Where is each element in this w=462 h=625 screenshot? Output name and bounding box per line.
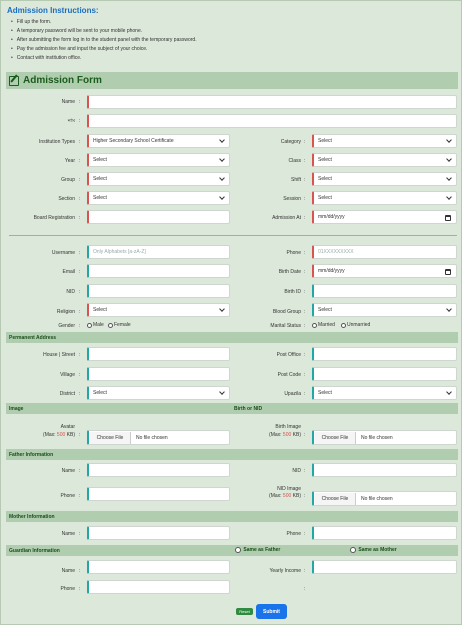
- colon: :: [79, 196, 81, 202]
- marital-unmarried-radio[interactable]: [341, 322, 370, 328]
- reset-button[interactable]: Reset: [236, 608, 253, 615]
- select-value: Select: [93, 195, 107, 201]
- max-value: 500: [282, 493, 292, 499]
- choose-file-button[interactable]: Choose File: [315, 493, 356, 505]
- colon: :: [304, 531, 306, 537]
- chevron-down-icon: [446, 306, 452, 312]
- father-nid-input[interactable]: [312, 463, 457, 477]
- colon: :: [304, 269, 306, 275]
- father-nid-label: NID: [292, 468, 301, 474]
- upazila-select[interactable]: [312, 386, 457, 400]
- radio-label: Unmarried: [347, 322, 371, 328]
- guardian-phone-label: Phone: [60, 586, 75, 592]
- select-value: Select: [318, 176, 332, 182]
- colon: :: [304, 391, 306, 397]
- village-label: Village: [60, 372, 75, 378]
- religion-label: Religion: [56, 309, 75, 315]
- mother-name-label: Name: [61, 531, 75, 537]
- chevron-down-icon: [446, 156, 452, 162]
- district-select[interactable]: [87, 386, 230, 400]
- father-name-input[interactable]: [87, 463, 230, 477]
- chevron-down-icon: [446, 137, 452, 143]
- class-label: Class: [288, 158, 301, 164]
- post-code-label: Post Code: [277, 372, 301, 378]
- colon: :: [304, 196, 306, 202]
- birth-image-max-size: [241, 432, 301, 438]
- date-value: mm/dd/yyyy: [318, 268, 345, 274]
- group-label: Group: [61, 177, 75, 183]
- chevron-down-icon: [446, 194, 452, 200]
- radio-icon[interactable]: [350, 547, 356, 553]
- year-label: Year: [64, 158, 75, 164]
- guardian-name-input[interactable]: [87, 560, 230, 574]
- radio-label: Male: [93, 322, 104, 328]
- session-select[interactable]: [312, 191, 457, 205]
- colon: :: [304, 586, 306, 592]
- nid-label: NID: [66, 289, 75, 295]
- colon: :: [304, 158, 306, 164]
- yearly-income-label: Yearly Income: [269, 568, 301, 574]
- nid-image-file-input[interactable]: [312, 491, 457, 506]
- guardian-section-title: Guardian Information: [9, 547, 60, 554]
- chevron-down-icon: [219, 306, 225, 312]
- colon: :: [79, 139, 81, 145]
- nid-image-label: NID Image: [277, 486, 301, 492]
- instruction-item: • After submitting the form log in to the student panel with the temporary password.: [11, 36, 197, 45]
- blood-group-label: Blood Group: [272, 309, 301, 315]
- max-prefix: (Max:: [269, 493, 282, 499]
- colon: :: [79, 493, 81, 499]
- chevron-down-icon: [219, 194, 225, 200]
- max-prefix: (Max:: [269, 432, 282, 438]
- class-select[interactable]: [312, 153, 457, 167]
- submit-button[interactable]: Submit: [256, 604, 287, 619]
- colon: :: [304, 250, 306, 256]
- same-as-father-radio[interactable]: [235, 547, 280, 553]
- radio-icon[interactable]: [235, 547, 241, 553]
- colon: :: [79, 323, 81, 329]
- same-as-mother-radio[interactable]: [350, 547, 397, 553]
- religion-select[interactable]: [87, 303, 230, 317]
- colon: :: [79, 531, 81, 537]
- institution-types-select[interactable]: [87, 134, 230, 148]
- colon: :: [79, 269, 81, 275]
- name-label: Name: [61, 99, 75, 105]
- chevron-down-icon: [219, 389, 225, 395]
- divider: [9, 235, 457, 236]
- institution-types-value: Higher Secondary School Certificate: [93, 138, 174, 144]
- section-label: Section: [58, 196, 75, 202]
- colon: :: [304, 215, 306, 221]
- colon: :: [79, 309, 81, 315]
- category-select[interactable]: [312, 134, 457, 148]
- colon: :: [79, 391, 81, 397]
- radio-icon[interactable]: [87, 323, 92, 328]
- select-value: Select: [318, 390, 332, 396]
- colon: :: [79, 289, 81, 295]
- father-phone-input[interactable]: [87, 487, 230, 501]
- no-file-text: No file chosen: [136, 435, 168, 441]
- max-value: 500: [56, 432, 66, 438]
- select-value: Select: [318, 138, 332, 144]
- max-suffix: KB): [292, 432, 301, 438]
- max-suffix: KB): [66, 432, 75, 438]
- avatar-max-size: [21, 432, 75, 438]
- radio-icon[interactable]: [108, 323, 113, 328]
- select-value: Select: [93, 307, 107, 313]
- colon: :: [79, 158, 81, 164]
- colon: :: [79, 586, 81, 592]
- admission-form-header: [6, 72, 458, 89]
- guardian-name-label: Name: [61, 568, 75, 574]
- select-value: Select: [318, 195, 332, 201]
- birth-date-label: Birth Date: [278, 269, 301, 275]
- birth-nid-section-header: Birth or NID: [231, 403, 458, 414]
- colon: :: [304, 493, 306, 499]
- birth-date-input[interactable]: [312, 264, 457, 278]
- gender-male-radio[interactable]: [87, 322, 104, 328]
- section-select[interactable]: [87, 191, 230, 205]
- date-value: mm/dd/yyyy: [318, 214, 345, 220]
- max-value: 500: [282, 432, 292, 438]
- colon: :: [79, 468, 81, 474]
- nid-input[interactable]: [87, 284, 230, 298]
- radio-label: Married: [318, 322, 335, 328]
- choose-file-button[interactable]: Choose File: [315, 432, 356, 444]
- birth-id-label: Birth ID: [284, 289, 301, 295]
- board-registration-label: Board Registration: [33, 215, 75, 221]
- colon: :: [304, 432, 306, 438]
- name-bn-input[interactable]: [87, 114, 457, 128]
- gender-female-radio[interactable]: [108, 322, 131, 328]
- choose-file-button[interactable]: Choose File: [90, 432, 131, 444]
- nid-image-max-size: [241, 493, 301, 499]
- post-code-input[interactable]: [312, 367, 457, 381]
- radio-label: Same as Father: [243, 547, 281, 553]
- birth-image-label: Birth Image: [275, 424, 301, 430]
- colon: :: [79, 352, 81, 358]
- username-input[interactable]: Only Alphabets [a-zA-Z]: [87, 245, 230, 259]
- village-input[interactable]: [87, 367, 230, 381]
- marital-status-label: Marital Status: [270, 323, 301, 329]
- house-street-label: House | Street: [43, 352, 75, 358]
- name-bn-label: নাম: [67, 118, 75, 124]
- guardian-phone-input[interactable]: [87, 580, 230, 594]
- select-value: Select: [93, 157, 107, 163]
- colon: :: [304, 139, 306, 145]
- select-value: Select: [93, 176, 107, 182]
- phone-label: Phone: [286, 250, 301, 256]
- phone-input[interactable]: 01XXXXXXXXX: [312, 245, 457, 259]
- instruction-item: • A temporary password will be sent to your mobile phone.: [11, 27, 197, 36]
- chevron-down-icon: [446, 389, 452, 395]
- group-select[interactable]: [87, 172, 230, 186]
- no-file-text: No file chosen: [361, 435, 393, 441]
- no-file-text: No file chosen: [361, 496, 393, 502]
- colon: :: [304, 568, 306, 574]
- calendar-icon[interactable]: [445, 269, 451, 275]
- chevron-down-icon: [446, 175, 452, 181]
- mother-phone-label: Phone: [286, 531, 301, 537]
- select-value: Select: [318, 157, 332, 163]
- year-select[interactable]: [87, 153, 230, 167]
- birth-id-input[interactable]: [312, 284, 457, 298]
- father-phone-label: Phone: [60, 493, 75, 499]
- shift-select[interactable]: [312, 172, 457, 186]
- colon: :: [79, 432, 81, 438]
- colon: :: [79, 177, 81, 183]
- email-label: Email: [62, 269, 75, 275]
- colon: :: [304, 309, 306, 315]
- gender-label: Gender: [58, 323, 75, 329]
- email-input[interactable]: [87, 264, 230, 278]
- district-label: District: [59, 391, 75, 397]
- select-value: Select: [93, 390, 107, 396]
- admission-at-date-input[interactable]: [312, 210, 457, 224]
- colon: :: [79, 250, 81, 256]
- house-street-input[interactable]: [87, 347, 230, 361]
- chevron-down-icon: [219, 137, 225, 143]
- mother-phone-input[interactable]: [312, 526, 457, 540]
- session-label: Session: [283, 196, 301, 202]
- colon: :: [304, 177, 306, 183]
- calendar-icon[interactable]: [445, 215, 451, 221]
- username-label: Username: [51, 250, 75, 256]
- board-registration-input[interactable]: [87, 210, 230, 224]
- colon: :: [79, 568, 81, 574]
- upazila-label: Upazila: [284, 391, 301, 397]
- radio-label: Same as Mother: [358, 547, 397, 553]
- post-office-label: Post Office: [276, 352, 301, 358]
- instruction-item: • Fill up the form.: [11, 18, 197, 27]
- yearly-income-input[interactable]: [312, 560, 457, 574]
- post-office-input[interactable]: [312, 347, 457, 361]
- chevron-down-icon: [219, 156, 225, 162]
- colon: :: [304, 289, 306, 295]
- radio-icon[interactable]: [341, 323, 346, 328]
- chevron-down-icon: [219, 175, 225, 181]
- colon: :: [304, 352, 306, 358]
- blood-group-select[interactable]: [312, 303, 457, 317]
- admission-at-label: Admission At: [272, 215, 301, 221]
- instructions-list: [11, 18, 197, 63]
- colon: :: [304, 372, 306, 378]
- name-input[interactable]: [87, 95, 457, 109]
- max-suffix: KB): [292, 493, 301, 499]
- select-value: Select: [318, 307, 332, 313]
- colon: :: [79, 118, 81, 124]
- radio-icon[interactable]: [312, 323, 317, 328]
- image-section-header: Image: [6, 403, 231, 414]
- instruction-item: • Pay the admission fee and input the subject of your choice.: [11, 45, 197, 54]
- mother-information-header: Mother Information: [6, 511, 458, 522]
- form-title: Admission Form: [23, 75, 102, 86]
- instruction-item: • Contact with institution office.: [11, 54, 197, 63]
- avatar-label: Avatar: [60, 424, 75, 430]
- colon: :: [79, 215, 81, 221]
- father-name-label: Name: [61, 468, 75, 474]
- radio-label: Female: [114, 322, 131, 328]
- colon: :: [304, 468, 306, 474]
- institution-types-label: Institution Types: [38, 139, 75, 145]
- max-prefix: (Max:: [43, 432, 56, 438]
- instructions-title: Admission Instructions:: [7, 6, 99, 15]
- shift-label: Shift: [290, 177, 301, 183]
- colon: :: [79, 99, 81, 105]
- birth-image-file-input[interactable]: [312, 430, 457, 445]
- edit-icon: [9, 76, 19, 86]
- avatar-file-input[interactable]: [87, 430, 230, 445]
- category-label: Category: [280, 139, 301, 145]
- permanent-address-header: Permanent Address: [6, 332, 458, 343]
- mother-name-input[interactable]: [87, 526, 230, 540]
- colon: :: [79, 372, 81, 378]
- colon: :: [304, 323, 306, 329]
- father-information-header: Father Information: [6, 449, 458, 460]
- marital-married-radio[interactable]: [312, 322, 335, 328]
